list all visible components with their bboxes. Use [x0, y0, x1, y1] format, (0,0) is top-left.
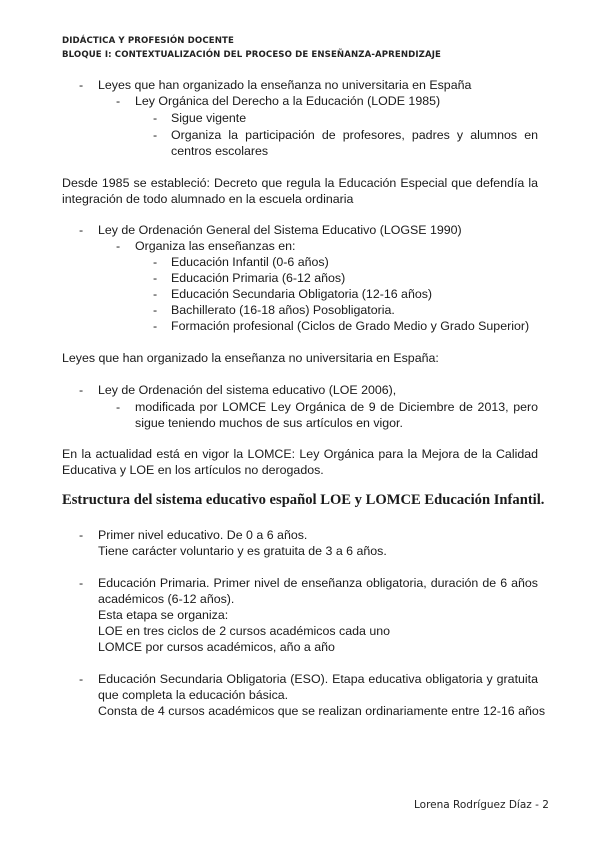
logse-item: Educación Infantil (0-6 años) [171, 255, 329, 269]
bullet-dash: - [153, 287, 158, 301]
lode-point: Sigue vigente [171, 111, 247, 125]
bullet-dash: - [116, 94, 121, 108]
header-subject: DIDÁCTICA Y PROFESIÓN DOCENTE [62, 36, 234, 46]
header-block: BLOQUE I: CONTEXTUALIZACIÓN DEL PROCESO DE ENSEÑANZA-APRENDIZAJE [62, 50, 442, 60]
loe-sub: modificada por LOMCE Ley Orgánica de 9 de Diciembre de 2013, pero sigue teniendo muchos de sus artículos en vigor. [135, 400, 538, 430]
level-first: Educación Primaria. Primer nivel de enseñanza obligatoria, duración de 6 años académicos (6-12 años). [98, 576, 538, 606]
bullet-dash: - [79, 383, 84, 397]
level-detail: Consta de 4 cursos académicos que se realizan ordinariamente entre 12-16 años [98, 704, 546, 718]
loe-title: Ley de Ordenación del sistema educativo (LOE 2006), [98, 383, 397, 397]
level-detail: LOE en tres ciclos de 2 cursos académicos cada uno [98, 624, 391, 638]
logse-item: Educación Primaria (6-12 años) [171, 271, 346, 285]
paragraph-special-education: Desde 1985 se estableció: Decreto que regula la Educación Especial que defendía la integración de todo alumnado en la escuela ordinaria [62, 176, 538, 206]
logse-sub: Organiza las enseñanzas en: [135, 239, 296, 253]
section-heading: Estructura del sistema educativo español LOE y LOMCE Educación Infantil. [62, 492, 545, 508]
bullet-dash: - [153, 303, 158, 317]
bullet-dash: - [116, 239, 121, 253]
level-detail: Esta etapa se organiza: [98, 608, 229, 622]
section1-title: Leyes que han organizado la enseñanza no universitaria en España [98, 78, 472, 92]
paragraph-lomce: En la actualidad está en vigor la LOMCE: Ley Orgánica para la Mejora de la Calidad Educativa y LOE en los artículos no derogados. [62, 447, 538, 477]
lode-title: Ley Orgánica del Derecho a la Educación (LODE 1985) [135, 94, 441, 108]
bullet-dash: - [153, 271, 158, 285]
level-detail: Tiene carácter voluntario y es gratuita de 3 a 6 años. [98, 544, 387, 558]
logse-item: Educación Secundaria Obligatoria (12-16 años) [171, 287, 433, 301]
logse-item: Formación profesional (Ciclos de Grado Medio y Grado Superior) [171, 319, 530, 333]
bullet-dash: - [79, 78, 84, 92]
bullet-dash: - [79, 672, 84, 686]
bullet-dash: - [153, 111, 158, 125]
paragraph-laws: Leyes que han organizado la enseñanza no universitaria en España: [62, 351, 439, 365]
bullet-dash: - [79, 576, 84, 590]
page-footer: Lorena Rodríguez Díaz - 2 [414, 799, 549, 811]
bullet-dash: - [79, 223, 84, 237]
logse-item: Bachillerato (16-18 años) Posobligatoria. [171, 303, 395, 317]
level-first: Primer nivel educativo. De 0 a 6 años. [98, 528, 308, 542]
bullet-dash: - [153, 128, 158, 142]
bullet-dash: - [116, 400, 121, 414]
bullet-dash: - [79, 528, 84, 542]
logse-title: Ley de Ordenación General del Sistema Educativo (LOGSE 1990) [98, 223, 462, 237]
bullet-dash: - [153, 319, 158, 333]
bullet-dash: - [153, 255, 158, 269]
level-first: Educación Secundaria Obligatoria (ESO). Etapa educativa obligatoria y gratuita que completa la educación básica. [98, 672, 538, 702]
level-detail: LOMCE por cursos académicos, año a año [98, 640, 335, 654]
lode-point: Organiza la participación de profesores, padres y alumnos en centros escolares [171, 128, 538, 158]
